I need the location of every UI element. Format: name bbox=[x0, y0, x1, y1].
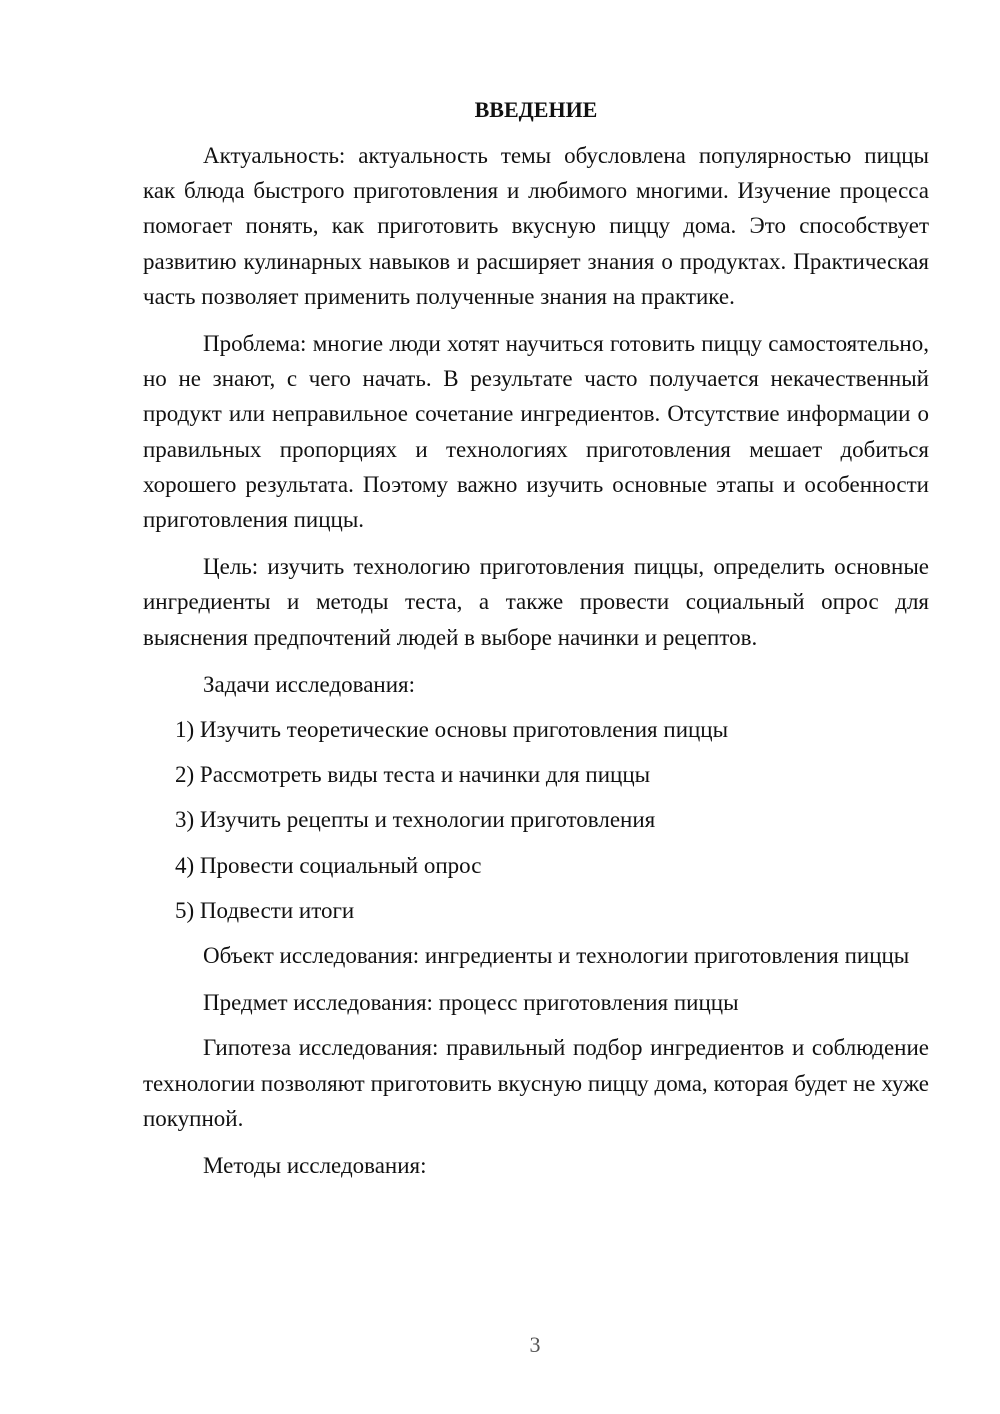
list-item: 3) Изучить рецепты и технологии приготовления bbox=[175, 807, 656, 833]
hypothesis-paragraph: Гипотеза исследования: правильный подбор ингредиентов и соблюдение технологии позволяют приготовить вкусную пиццу дома, которая будет не хуже покупной. bbox=[143, 1035, 929, 1131]
page-content bbox=[143, 94, 929, 1193]
tasks-list bbox=[143, 712, 929, 928]
goal-paragraph: Цель: изучить технологию приготовления пиццы, определить основные ингредиенты и методы теста, а также провести социальный опрос для выяснения предпочтений людей в выборе начинки и рецептов. bbox=[143, 554, 929, 650]
list-item: 5) Подвести итоги bbox=[175, 897, 355, 923]
object-paragraph: Объект исследования: ингредиенты и технологии приготовления пиццы bbox=[203, 943, 910, 969]
page-title: ВВЕДЕНИЕ bbox=[474, 97, 598, 122]
list-item: 4) Провести социальный опрос bbox=[175, 852, 482, 878]
list-item: 1) Изучить теоретические основы приготовления пиццы bbox=[175, 717, 729, 743]
relevance-paragraph: Актуальность: актуальность темы обусловлена популярностью пиццы как блюда быстрого приготовления и любимого многими. Изучение процесса помогает понять, как приготовить вкусную пиццу дома. Это способствует развитию кулинарных навыков и расширяет знания о продуктах. Практическая часть позволяет применить полученные знания на практике. bbox=[143, 143, 929, 309]
methods-heading: Методы исследования: bbox=[203, 1153, 427, 1179]
page-number: 3 bbox=[529, 1332, 541, 1357]
tasks-heading: Задачи исследования: bbox=[203, 671, 416, 697]
list-item: 2) Рассмотреть виды теста и начинки для пиццы bbox=[175, 762, 651, 788]
subject-paragraph: Предмет исследования: процесс приготовления пиццы bbox=[203, 990, 739, 1016]
problem-paragraph: Проблема: многие люди хотят научиться готовить пиццу самостоятельно, но не знают, с чего начать. В результате часто получается некачественный продукт или неправильное сочетание ингредиентов. Отсутствие информации о правильных пропорциях и технологиях приготовления мешает добиться хорошего результата. Поэтому важно изучить основные этапы и особенности приготовления пиццы. bbox=[143, 331, 929, 533]
